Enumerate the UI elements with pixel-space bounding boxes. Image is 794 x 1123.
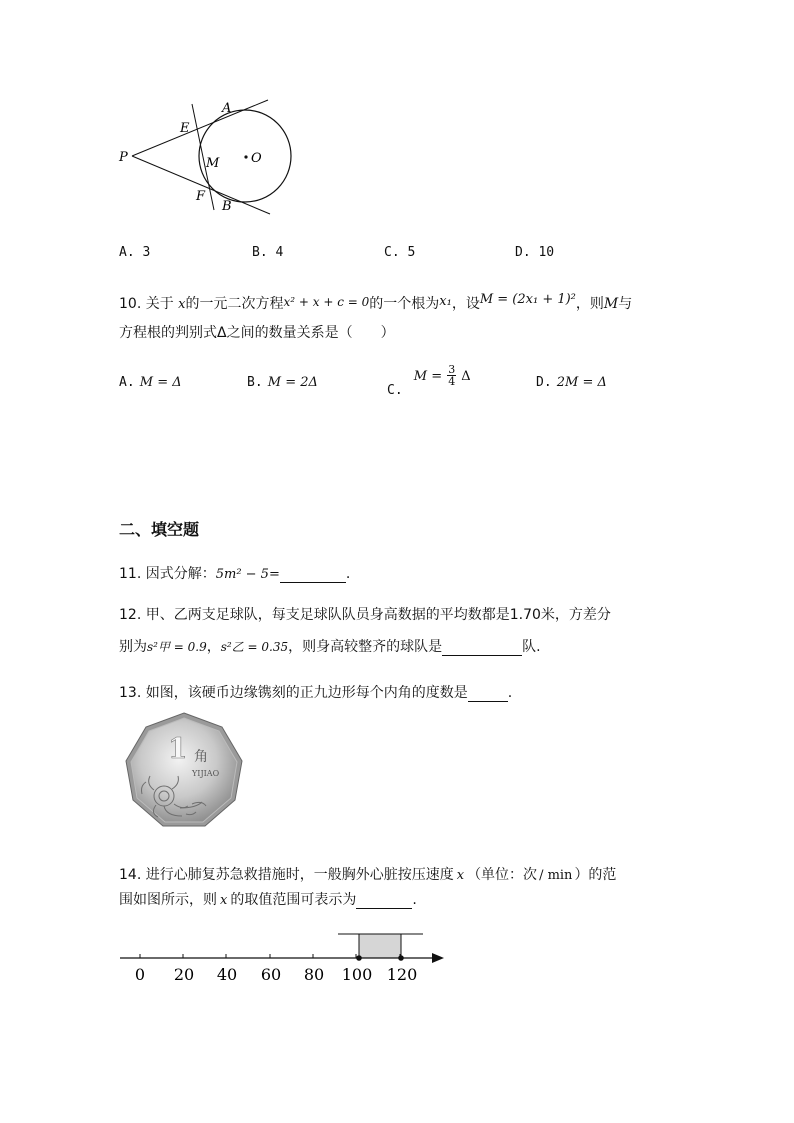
q10-option-d[interactable] [536,371,607,390]
q10-option-b[interactable] [247,371,318,390]
label-m: M [206,156,220,171]
q13-period: . [507,685,513,701]
section-heading: 二、填空题 [119,520,200,539]
q10-option-a-label: A. [119,375,135,390]
q12-suffix: 队. [522,639,541,655]
q10-option-c-label: C. [387,383,403,398]
q10-line2: 方程根的判别式Δ之间的数量关系是（ ） [119,325,395,341]
tick-label-80: 80 [303,965,325,984]
q14-period: . [412,892,417,908]
center-dot [244,155,247,158]
label-f: F [196,189,206,204]
q11-expression: 5m² − 5= [215,567,280,582]
q9-option-b[interactable]: B. 4 [252,245,284,260]
q12-answer-blank[interactable] [442,641,522,656]
tick-label-40: 40 [216,965,238,984]
q14-line2 [119,889,417,909]
q10-option-b-expr: M = 2Δ [267,375,318,390]
q12-line1: 12. 甲、乙两支足球队，每支足球队队员身高数据的平均数都是1.70米，方差分 [119,607,611,623]
number-line [116,926,456,986]
q10-text-a: 的一元二次方程 [185,296,284,312]
q10-option-a-expr: M = Δ [139,375,182,390]
tick-label-20: 20 [173,965,195,984]
label-o: O [251,151,262,166]
coin-pinyin: YIJIAO [192,769,220,778]
q9-option-a[interactable]: A. 3 [119,245,151,260]
q13 [119,682,512,702]
q14-prefix2: 围如图所示，则 [119,892,217,908]
label-b: B [222,199,232,214]
q11-prefix: 11. 因式分解： [119,566,216,582]
q12-variance-jia: s²甲 = 0.9 [147,640,207,654]
q10-m-def: M = (2x₁ + 1)² [479,292,576,307]
q10-var-x: x [178,297,186,312]
q14-var-x2: x [220,893,228,908]
tick-label-120: 120 [386,965,418,984]
range-start-point [356,955,362,961]
label-e: E [180,121,190,136]
axis-arrow-icon [432,953,444,963]
q10-text-c: ，设 [451,296,480,312]
q12-sep: ， [206,639,221,655]
q11-answer-blank[interactable] [280,568,346,583]
q10-option-c-pre: M = [413,369,443,384]
q10-var-m: M [603,296,619,312]
q9-option-d[interactable]: D. 10 [515,245,555,260]
q14-prefix: 14. 进行心肺复苏急救措施时，一般胸外心脏按压速度 [119,867,454,883]
tick-label-0: 0 [134,965,146,984]
q13-answer-blank[interactable] [468,687,508,702]
label-p: P [119,150,128,165]
q10-option-d-label: D. [536,375,552,390]
q10-option-a[interactable] [119,371,182,390]
q12-prefix: 别为 [119,639,147,655]
q14-text: 的取值范围可表示为 [230,892,357,908]
range-end-point [398,955,404,961]
tangent-pb [132,156,270,214]
q14-answer-blank[interactable] [356,894,412,909]
q12-variance-yi: s²乙 = 0.35 [220,640,289,654]
q14-var-x: x [456,868,465,883]
q10-option-d-expr: 2M = Δ [556,375,607,390]
fraction-denominator: 4 [448,375,456,388]
q10-text-e: 与 [618,296,633,312]
coin-image [120,712,248,834]
coin-unit: 角 [194,749,208,765]
tick-label-100: 100 [341,965,373,984]
coin-denomination: 1 [168,732,188,765]
q10-option-b-label: B. [247,375,263,390]
q9-geometry-figure [110,92,310,222]
q10-text-d: ，则 [575,296,604,312]
q10-option-c-fraction [447,364,456,387]
q14-unit-open: （单位：次 [467,867,538,883]
q14-line1 [119,864,616,884]
fraction-numerator: 3 [448,363,456,376]
q14-unit: / min [539,868,573,883]
q12-text: ，则身高较整齐的球队是 [288,639,443,655]
q11-period: . [345,566,351,582]
q10-prefix: 10. 关于 [119,296,174,312]
q11 [119,563,350,583]
label-a: A [222,101,232,116]
q10-equation: x² + x + c = 0 [283,295,370,309]
q14-unit-close: ）的范 [574,867,617,883]
tick-label-60: 60 [260,965,282,984]
range-shading [359,934,401,958]
q13-text: 13. 如图，该硬币边缘镌刻的正九边形每个内角的度数是 [119,685,468,701]
q10-option-c[interactable] [387,363,471,398]
q12-line2 [119,636,541,656]
q10-option-c-post: Δ [461,369,471,384]
q10-text-b: 的一个根为 [369,296,440,312]
q9-option-c[interactable]: C. 5 [384,245,416,260]
q10-root: x₁ [439,294,452,309]
q10-line1 [119,292,632,313]
